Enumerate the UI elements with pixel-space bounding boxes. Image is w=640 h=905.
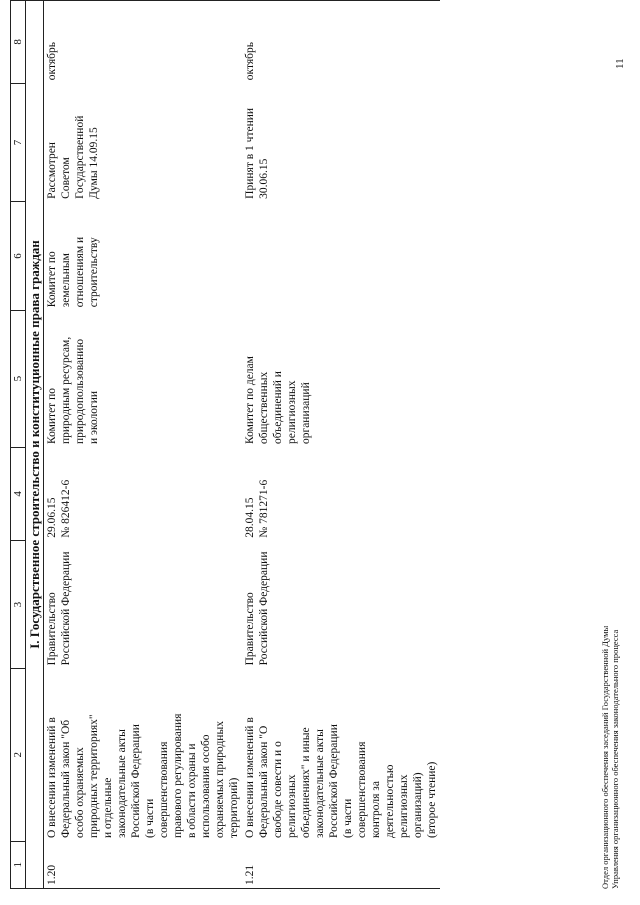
col-num-8: 8 <box>11 1 26 84</box>
bill-initiator: Правительство Российской Федерации <box>244 551 270 666</box>
co-executor-committee: Комитет по земельным отношениям и строительству <box>46 236 100 308</box>
row-number: 1.20 <box>44 841 243 888</box>
row-number: 1.21 <box>242 841 440 888</box>
column-number-row <box>11 1 26 889</box>
col-num-1: 1 <box>11 841 26 888</box>
planned-month: октябрь <box>242 1 440 84</box>
table-row <box>44 1 243 889</box>
footer-department-lines <box>600 626 620 889</box>
responsible-committee: Комитет по природным ресурсам, природопользованию и экологии <box>46 336 100 445</box>
section-title: I. Государственное строительство и конституционные права граждан <box>26 1 44 889</box>
agenda-table <box>10 0 440 889</box>
co-executor-committee <box>242 202 440 310</box>
bill-title: О внесении изменений в Федеральный закон "Об особо охраняемых природных территориях" и отдельные законодательные акты Российской Федерации (в части совершенствования правового регулирования в области охраны и использования особо охраняемых природных территорий) <box>46 713 240 839</box>
col-num-7: 7 <box>11 83 26 202</box>
footer-line-1: Отдел организационного обеспечения заседаний Государственной Думы <box>600 625 610 889</box>
planned-month: октябрь <box>44 1 243 84</box>
bill-title: О внесении изменений в Федеральный закон "О свободе совести и о религиозных объединениях" и иные законодательные акты Российской Федерации (в части совершенствования контроля за деятельностью религиозных организаций) (второе чтение) <box>244 717 438 839</box>
bill-date-number: 29.06.15 № 826412-6 <box>46 479 72 538</box>
section-header-row <box>26 1 44 889</box>
bill-status: Принят в 1 чтении 30.06.15 <box>244 107 270 199</box>
col-num-4: 4 <box>11 447 26 541</box>
footer-line-2: Управления организационного обеспечения законодательного процесса <box>610 629 620 889</box>
col-num-6: 6 <box>11 202 26 310</box>
col-num-2: 2 <box>11 668 26 841</box>
col-num-5: 5 <box>11 310 26 447</box>
table-row <box>242 1 440 889</box>
page-number: 11 <box>614 58 626 69</box>
responsible-committee: Комитет по делам общественных объединений и религиозных организаций <box>244 356 312 445</box>
bill-initiator: Правительство Российской Федерации <box>46 551 72 666</box>
bill-status: Рассмотрен Советом Государственной Думы 14.09.15 <box>46 115 100 199</box>
bill-date-number: 28.04.15 № 781271-6 <box>244 479 270 538</box>
col-num-3: 3 <box>11 541 26 669</box>
